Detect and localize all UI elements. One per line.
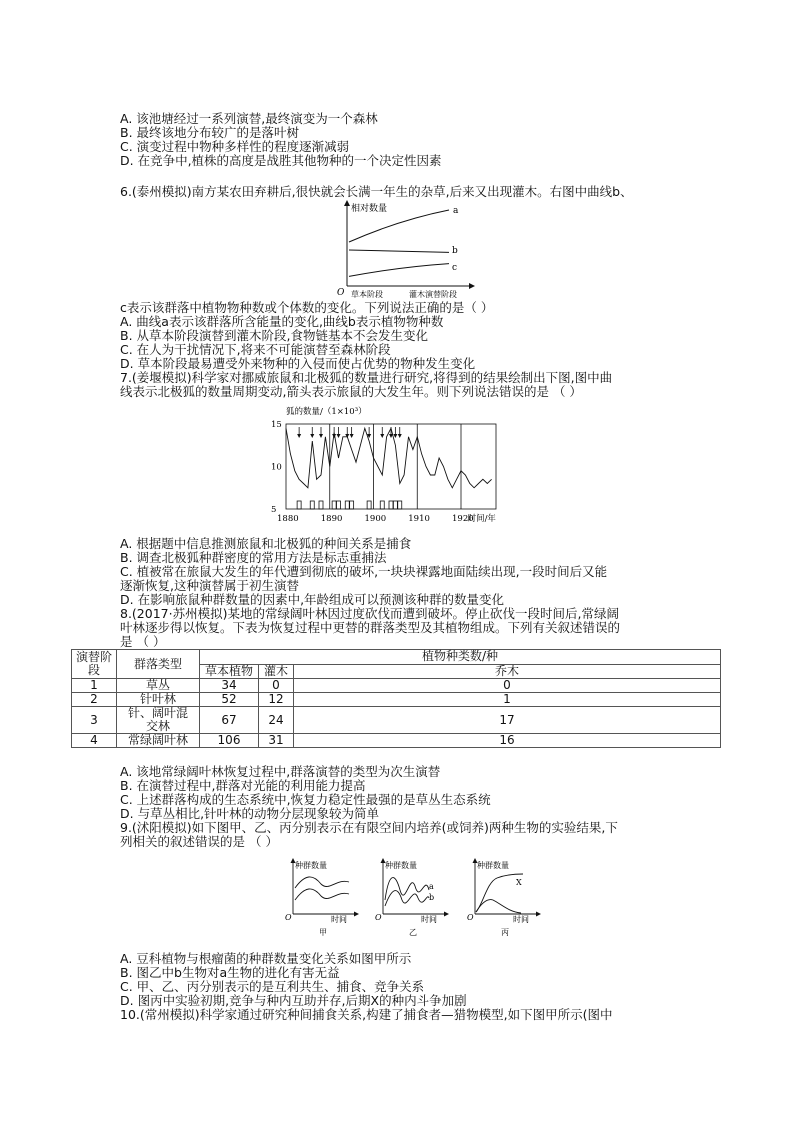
- q7-lemming-mark: [337, 501, 341, 509]
- q7-lemming-mark: [380, 501, 384, 509]
- q6-curve-b: [349, 250, 449, 252]
- q9-jia-name: 甲: [319, 928, 327, 937]
- q8-option-c: C. 上述群落构成的生态系统中,恢复力稳定性最强的是草丛生态系统: [120, 792, 491, 807]
- q9-yi-curve-a: [385, 878, 429, 900]
- q8-cell-shrub: 0: [259, 679, 294, 693]
- q7-lemming-mark: [332, 501, 336, 509]
- q7-x-tick-label: 1910: [408, 514, 430, 524]
- q9-jia-curve-1: [295, 877, 349, 888]
- q8-table: [71, 649, 721, 748]
- q6-x-arrow: [469, 283, 475, 289]
- q5-option-d: D. 在竞争中,植株的高度是战胜其他物种的一个决定性因素: [120, 153, 442, 168]
- q7-lemming-arrowhead: [319, 434, 323, 438]
- q7-lemming-mark: [310, 501, 314, 509]
- q8-cell-type: 针、阔叶混交林: [117, 707, 200, 734]
- q9-stem-line2: 列相关的叙述错误的是 （ ）: [120, 834, 278, 849]
- table-row: [72, 693, 721, 707]
- q9-bing-name: 丙: [501, 928, 509, 937]
- q8-th-shrub: 灌木: [259, 664, 294, 679]
- q7-x-tick-label: 1920: [452, 514, 474, 524]
- q9-option-b: B. 图乙中b生物对a生物的进化有害无益: [120, 965, 340, 980]
- q7-lemming-mark: [350, 501, 354, 509]
- q6-option-c: C. 在人为干扰情况下,将来不可能演替至森林阶段: [120, 342, 391, 357]
- q6-label-b: b: [452, 246, 458, 256]
- q8-th-species: 植物种类数/种: [200, 650, 721, 665]
- q8-cell-tree: 1: [294, 693, 721, 707]
- q8-option-b: B. 在演替过程中,群落对光能的利用能力提高: [120, 778, 366, 793]
- table-row: [72, 679, 721, 693]
- q7-lemming-mark: [389, 501, 393, 509]
- q7-lemming-arrowhead: [337, 434, 341, 438]
- q7-option-d: D. 在影响旅鼠种群数量的因素中,年龄组成可以预测该种群的数量变化: [120, 592, 505, 607]
- q7-x-tick-label: 1900: [364, 514, 387, 524]
- q8-cell-stage: 2: [72, 693, 117, 707]
- q6-option-b: B. 从草本阶段演替到灌木阶段,食物链基本不会发生变化: [120, 328, 428, 343]
- q9-chart-yi: [373, 856, 451, 940]
- q7-lemming-mark: [319, 501, 323, 509]
- q7-option-a: A. 根据题中信息推测旅鼠和北极狐的种间关系是捕食: [120, 536, 412, 551]
- q9-yi-origin: O: [375, 913, 382, 922]
- q8-option-d: D. 与草丛相比,针叶林的动物分层现象较为简单: [120, 806, 380, 821]
- q9-option-c: C. 甲、乙、丙分别表示的是互利共生、捕食、竞争关系: [120, 979, 425, 994]
- q8-cell-tree: 16: [294, 734, 721, 748]
- q8-cell-type: 针叶林: [117, 693, 200, 707]
- q8-cell-type: 常绿阔叶林: [117, 734, 200, 748]
- q9-yi-name: 乙: [409, 928, 417, 937]
- q8-cell-herb: 67: [200, 707, 259, 734]
- q9-jia-origin: O: [285, 913, 292, 922]
- q9-bing-label-x: X: [516, 878, 522, 887]
- table-row: [72, 734, 721, 748]
- q9-chart-jia: [283, 856, 361, 940]
- q7-x-tick-label: 1890: [320, 514, 343, 524]
- q8-cell-shrub: 24: [259, 707, 294, 734]
- q8-cell-herb: 106: [200, 734, 259, 748]
- q9-bing-curve-2: [476, 900, 521, 913]
- q7-lemming-mark: [398, 501, 402, 509]
- q7-lemming-arrowhead: [310, 434, 314, 438]
- q9-bing-origin: O: [467, 913, 474, 922]
- q7-chart-title: 狐的数量/（1×10³）: [286, 407, 367, 417]
- q6-ylabel: 相对数量: [351, 204, 388, 214]
- q9-yi-curve-b: [385, 891, 429, 906]
- q7-lemming-mark: [393, 501, 397, 509]
- q5-option-c: C. 演变过程中物种多样性的程度逐渐减弱: [120, 139, 350, 154]
- q8-stem-line3: 是 （ ）: [120, 634, 166, 649]
- q8-stem-line2: 叶林逐步得以恢复。下表为恢复过程中更替的群落类型及其植物组成。下列有关叙述错误的: [120, 620, 621, 635]
- q6-option-a: A. 曲线a表示该群落所含能量的变化,曲线b表示植物物种数: [120, 314, 444, 329]
- q7-option-b: B. 调查北极狐种群密度的常用方法是标志重捕法: [120, 550, 387, 565]
- q9-bing-xlabel: 时间: [513, 915, 529, 924]
- q9-option-d: D. 图丙中实验初期,竞争与种内互助并存,后期X的种内斗争加剧: [120, 993, 467, 1008]
- q9-bing-ylabel: 种群数量: [477, 861, 509, 870]
- q8-th-stage: 演替阶段: [72, 650, 117, 679]
- q7-lemming-arrows: [297, 427, 402, 438]
- q7-x-tick-label: 1880: [277, 514, 299, 524]
- q7-stem-line2: 线表示北极狐的数量周期变动,箭头表示旅鼠的大发生年。则下列说法错误的是 （ ）: [120, 384, 582, 399]
- q7-option-c-cont: 逐渐恢复,这种演替属于初生演替: [120, 578, 299, 593]
- q9-jia-ylabel: 种群数量: [295, 861, 327, 870]
- q6-label-a: a: [453, 206, 459, 216]
- q8-th-herb: 草本植物: [200, 664, 259, 679]
- q7-lemming-arrowhead: [380, 434, 384, 438]
- q8-cell-tree: 0: [294, 679, 721, 693]
- q6-xlabel-2: 灌木演替阶段: [409, 290, 457, 299]
- q6-curve-c: [349, 264, 449, 277]
- q7-lemming-arrowhead: [297, 434, 301, 438]
- q6-xlabel-1: 草本阶段: [351, 290, 383, 299]
- q7-xlabel: 时间/年: [467, 514, 496, 524]
- q6-curve-a: [349, 210, 449, 242]
- q8-cell-stage: 4: [72, 734, 117, 748]
- q8-th-tree: 乔木: [294, 664, 721, 679]
- q7-lemming-mark: [297, 501, 301, 509]
- q5-option-a: A. 该池塘经过一系列演替,最终演变为一个森林: [120, 111, 378, 126]
- q6-y-arrow: [344, 200, 350, 206]
- table-row: [72, 707, 721, 734]
- q5-option-b: B. 最终该地分布较广的是落叶树: [120, 125, 300, 140]
- q7-lemming-mark: [367, 501, 371, 509]
- q9-stem-line1: 9.(沭阳模拟)如下图甲、乙、丙分别表示在有限空间内培养(或饲养)两种生物的实验结果,下: [120, 820, 618, 835]
- q9-jia-xlabel: 时间: [331, 915, 347, 924]
- q8-cell-shrub: 12: [259, 693, 294, 707]
- q10-stem-line1: 10.(常州模拟)科学家通过研究种间捕食关系,构建了捕食者—猎物模型,如下图甲所示(图中: [120, 1007, 613, 1022]
- q7-lemming-arrowhead: [350, 434, 354, 438]
- q9-yi-xlabel: 时间: [421, 915, 437, 924]
- q6-chart: [325, 198, 477, 302]
- q7-y-tick-label: 10: [271, 462, 282, 473]
- q7-lemming-arrowhead: [393, 434, 397, 438]
- q7-x-ticks: [277, 513, 496, 524]
- q7-stem-line1: 7.(姜堰模拟)科学家对挪威旅鼠和北极狐的数量进行研究,将得到的结果绘制出下图,图中曲: [120, 370, 613, 385]
- q6-stem-line2: c表示该群落中植物物种数或个体数的变化。下列说法正确的是（ ）: [120, 300, 494, 315]
- q8-cell-herb: 52: [200, 693, 259, 707]
- q9-chart-bing: [465, 856, 543, 940]
- q9-option-a: A. 豆科植物与根瘤菌的种群数量变化关系如图甲所示: [120, 951, 412, 966]
- q8-cell-stage: 1: [72, 679, 117, 693]
- q7-lemming-mark: [345, 501, 349, 509]
- q7-y-ticks: [271, 420, 282, 515]
- q6-option-d: D. 草本阶段最易遭受外来物种的入侵而使占优势的物种发生变化: [120, 356, 476, 371]
- q9-yi-ylabel: 种群数量: [385, 861, 417, 870]
- q6-label-c: c: [452, 263, 458, 273]
- q7-chart: [268, 404, 510, 526]
- q8-cell-tree: 17: [294, 707, 721, 734]
- q9-yi-label-b: b: [429, 893, 435, 902]
- q7-y-tick-label: 15: [271, 420, 282, 430]
- q8-cell-type: 草丛: [117, 679, 200, 693]
- q8-cell-herb: 34: [200, 679, 259, 693]
- q7-y-tick-label: 5: [271, 505, 277, 515]
- q6-origin: O: [337, 288, 345, 298]
- q9-jia-curve-2: [295, 889, 349, 900]
- q8-th-type: 群落类型: [117, 650, 200, 679]
- q8-cell-shrub: 31: [259, 734, 294, 748]
- q7-option-c: C. 植被常在旅鼠大发生的年代遭到彻底的破坏,一块块裸露地面陆续出现,一段时间后又能: [120, 564, 608, 579]
- q8-cell-stage: 3: [72, 707, 117, 734]
- q9-yi-label-a: a: [429, 882, 434, 891]
- q8-stem-line1: 8.(2017·苏州模拟)某地的常绿阔叶林因过度砍伐而遭到破坏。停止砍伐一段时间后,常绿阔: [120, 606, 619, 621]
- q7-lemming-marks: [297, 501, 402, 509]
- q7-lemming-arrowhead: [398, 434, 402, 438]
- q8-option-a: A. 该地常绿阔叶林恢复过程中,群落演替的类型为次生演替: [120, 764, 441, 779]
- q6-stem-line1: 6.(泰州模拟)南方某农田弃耕后,很快就会长满一年生的杂草,后来又出现灌木。右图中曲线b、: [120, 184, 633, 199]
